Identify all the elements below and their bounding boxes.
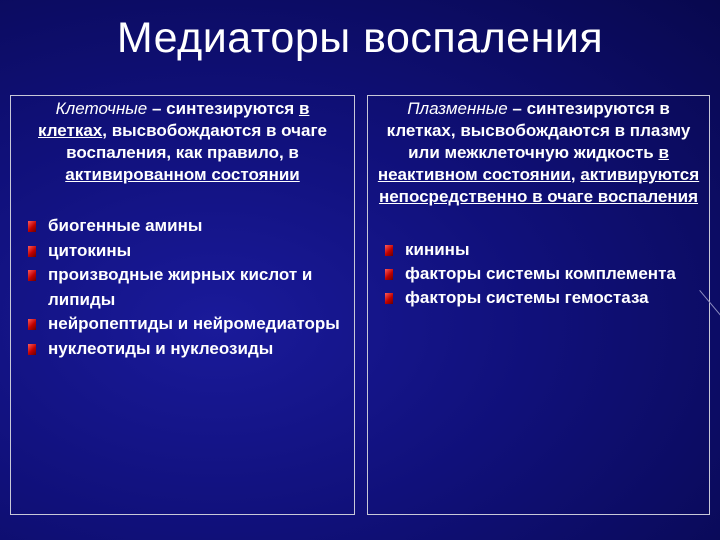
bullet-icon — [385, 269, 393, 280]
list-item: факторы системы комплемента — [368, 262, 709, 286]
list-item: кинины — [368, 238, 709, 262]
cellular-text-3: клетках — [38, 121, 103, 140]
list-item: нейропептиды и нейромедиаторы — [11, 312, 354, 337]
bullet-icon — [385, 293, 393, 304]
list-item: факторы системы гемостаза — [368, 286, 709, 310]
plasma-text-2: в неактивном состоянии — [377, 143, 669, 184]
bullet-icon — [385, 245, 393, 256]
bullet-icon — [28, 270, 36, 281]
cellular-text-4: , высвобождаются в очаге воспаления, как правило, в — [66, 121, 327, 162]
list-item: производные жирных кислот и липиды — [11, 263, 354, 312]
plasma-text-1: – синтезируются в клетках, высвобождаются в плазму или межклеточную жидкость — [386, 99, 691, 162]
plasma-text-3: , — [570, 165, 581, 184]
list-item: нуклеотиды и нуклеозиды — [11, 337, 354, 362]
cellular-text-2: в — [298, 99, 310, 118]
plasma-intro — [368, 96, 709, 208]
plasma-list — [368, 238, 709, 310]
cellular-intro — [11, 96, 354, 186]
cellular-text-5: активированном состоянии — [65, 165, 300, 184]
list-item: цитокины — [11, 239, 354, 264]
list-item: биогенные амины — [11, 214, 354, 239]
bullet-icon — [28, 221, 36, 232]
cellular-text-1: – синтезируются — [147, 99, 299, 118]
bullet-icon — [28, 319, 36, 330]
plasma-lead: Плазменные — [407, 99, 508, 118]
bullet-icon — [28, 344, 36, 355]
cellular-list — [11, 214, 354, 361]
bullet-icon — [28, 246, 36, 257]
cellular-lead: Клеточные — [55, 99, 148, 118]
cellular-mediators-box — [10, 95, 355, 515]
plasma-mediators-box — [367, 95, 710, 515]
plasma-text-4: активируются непосредственно в очаге воспаления — [378, 165, 700, 206]
slide-title: Медиаторы воспаления — [116, 14, 604, 62]
